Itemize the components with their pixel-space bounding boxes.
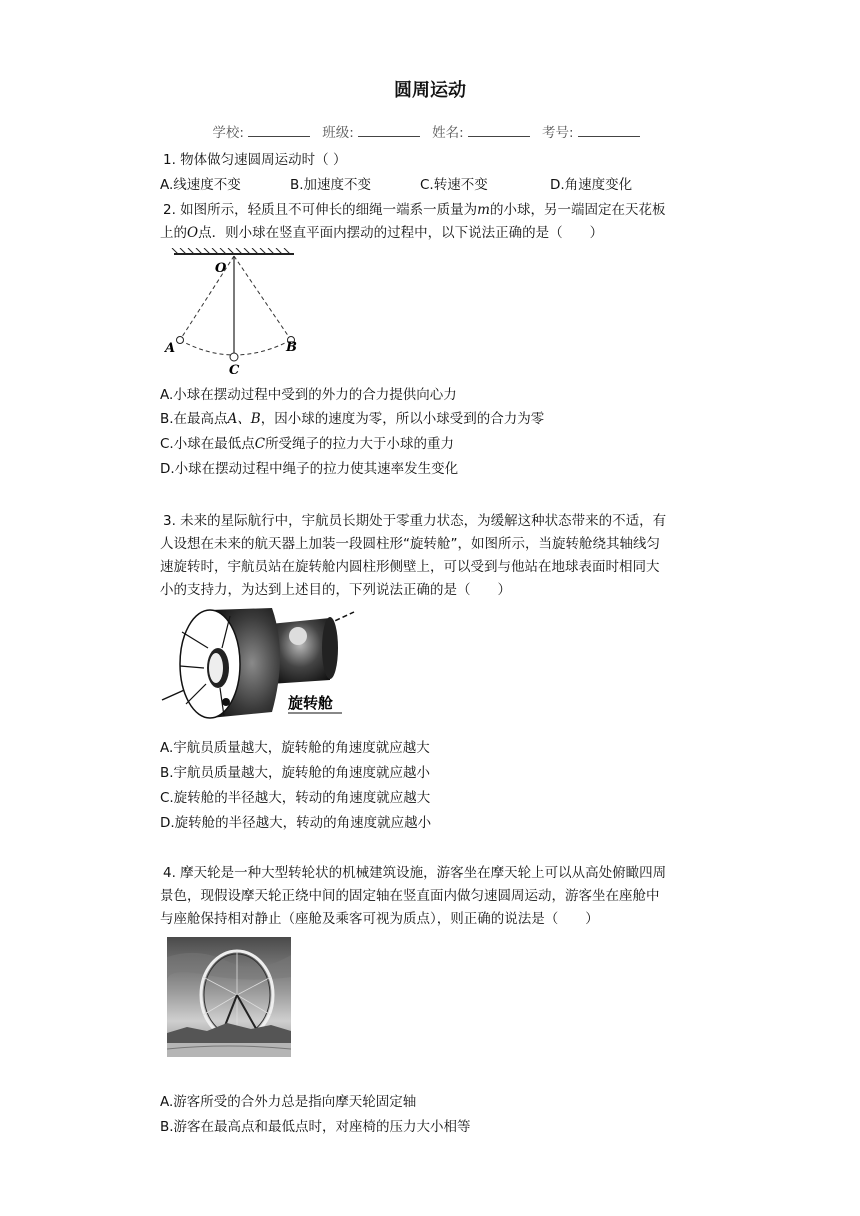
question-3-option-c: C.旋转舱的半径越大，转动的角速度就应越大 bbox=[160, 790, 431, 806]
question-1-option-b: B.加速度不变 bbox=[290, 177, 372, 193]
question-4-stem-line-2: 景色，现假设摩天轮正绕中间的固定轴在竖直面内做匀速圆周运动，游客坐在座舱中 bbox=[160, 888, 660, 904]
label-o: O bbox=[215, 261, 227, 276]
question-2-option-a: A.小球在摆动过程中受到的外力的合力提供向心力 bbox=[160, 387, 457, 403]
question-3-stem-line-4: 小的支持力，为达到上述目的，下列说法正确的是（ ） bbox=[160, 582, 511, 598]
question-1-option-d: D.角速度变化 bbox=[550, 177, 633, 193]
question-3-stem-line-2: 人设想在未来的航天器上加装一段圆柱形“旋转舱”，如图所示，当旋转舱绕其轴线匀 bbox=[160, 536, 660, 552]
question-2-stem-line-1: 2. 如图所示，轻质且不可伸长的细绳一端系一质量为m的小球，另一端固定在天花板 bbox=[163, 202, 666, 218]
question-3-option-a: A.宇航员质量越大，旋转舱的角速度就应越大 bbox=[160, 740, 430, 756]
question-3-stem-line-3: 速旋转时，宇航员站在旋转舱内圆柱形侧壁上，可以受到与他站在地球表面时相同大 bbox=[160, 559, 660, 575]
class-blank[interactable] bbox=[358, 124, 420, 137]
exam-number-blank[interactable] bbox=[578, 124, 640, 137]
school-blank[interactable] bbox=[248, 124, 310, 137]
question-3-option-b: B.宇航员质量越大，旋转舱的角速度就应越小 bbox=[160, 765, 431, 781]
exam-number-label: 考号: bbox=[542, 125, 574, 141]
question-4-stem-line-1: 4. 摩天轮是一种大型转轮状的机械建筑设施，游客坐在摩天轮上可以从高处俯瞰四周 bbox=[163, 865, 667, 881]
name-blank[interactable] bbox=[468, 124, 530, 137]
question-1-stem: 1. 物体做匀速圆周运动时（ ） bbox=[163, 152, 347, 168]
label-a: A bbox=[165, 341, 176, 356]
cabin-label: 旋转舱 bbox=[288, 694, 334, 712]
rotating-cabin-figure bbox=[160, 604, 356, 726]
question-2-option-b: B.在最高点A、B，因小球的速度为零，所以小球受到的合力为零 bbox=[160, 411, 545, 427]
question-1-option-c: C.转速不变 bbox=[420, 177, 488, 193]
label-b: B bbox=[286, 340, 297, 355]
ferris-wheel-photo bbox=[167, 937, 291, 1057]
question-1-option-a: A.线速度不变 bbox=[160, 177, 241, 193]
question-2-option-d: D.小球在摆动过程中绳子的拉力使其速率发生变化 bbox=[160, 461, 459, 477]
student-info-line bbox=[0, 121, 860, 141]
question-4-option-a: A.游客所受的合外力总是指向摩天轮固定轴 bbox=[160, 1094, 417, 1110]
mass-variable: m bbox=[477, 202, 490, 218]
question-3-option-d: D.旋转舱的半径越大，转动的角速度就应越小 bbox=[160, 815, 432, 831]
question-2-option-c: C.小球在最低点C所受绳子的拉力大于小球的重力 bbox=[160, 436, 455, 452]
page-title: 圆周运动 bbox=[394, 80, 466, 101]
point-o-variable: O bbox=[187, 225, 199, 241]
question-1-options bbox=[0, 174, 860, 196]
label-c: C bbox=[229, 363, 240, 376]
question-3-stem-line-1: 3. 未来的星际航行中，宇航员长期处于零重力状态，为缓解这种状态带来的不适，有 bbox=[163, 513, 667, 529]
question-4-stem-line-3: 与座舱保持相对静止（座舱及乘客可视为质点），则正确的说法是（ ） bbox=[160, 911, 599, 927]
pendulum-figure bbox=[160, 248, 302, 376]
question-2-stem-line-2: 上的O点．则小球在竖直平面内摆动的过程中，以下说法正确的是（ ） bbox=[160, 225, 604, 241]
school-label: 学校: bbox=[212, 125, 244, 141]
class-label: 班级: bbox=[322, 125, 354, 141]
ball bbox=[230, 353, 238, 361]
name-label: 姓名: bbox=[432, 125, 464, 141]
question-4-option-b: B.游客在最高点和最低点时，对座椅的压力大小相等 bbox=[160, 1119, 471, 1135]
